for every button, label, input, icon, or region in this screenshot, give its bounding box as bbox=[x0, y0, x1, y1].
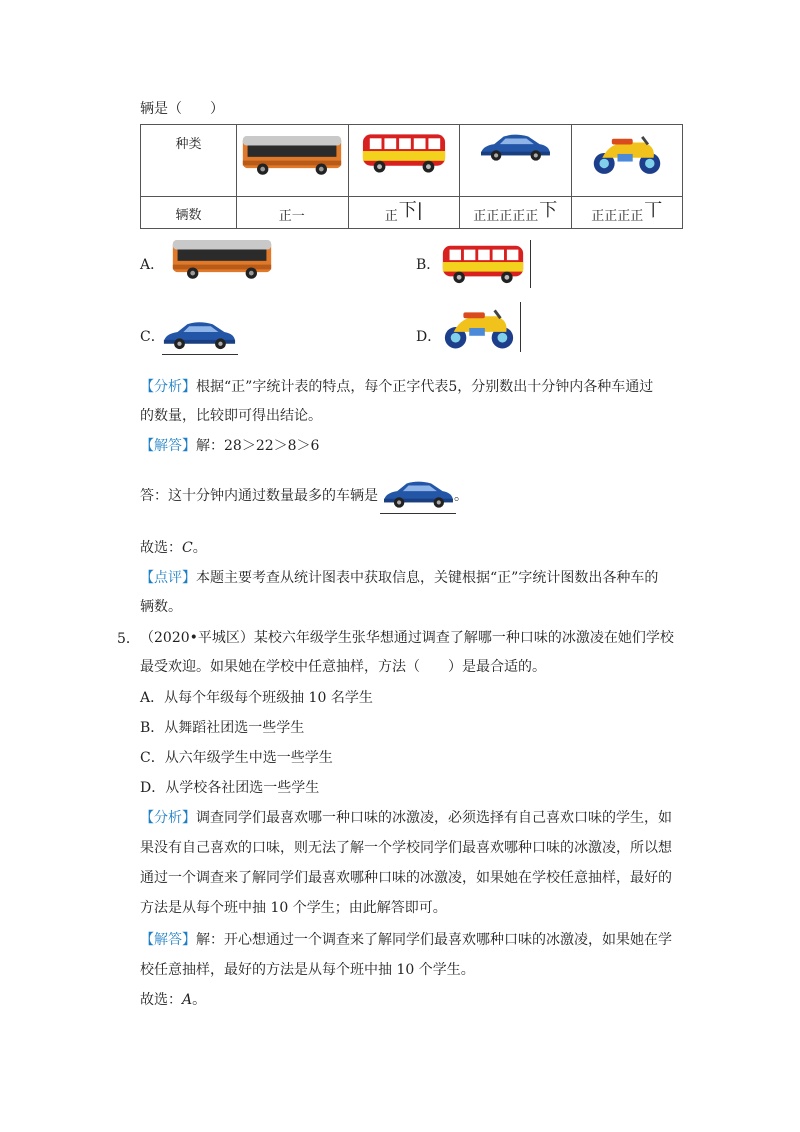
question-text: （2020•平城区）某校六年级学生张华想通过调查了解哪一种口味的冰激凌在她们学校 bbox=[140, 630, 674, 646]
image-border bbox=[530, 240, 531, 288]
tally-strokes: 丅 bbox=[644, 200, 663, 221]
answer-text: 答：这十分钟内通过数量最多的车辆是 bbox=[140, 488, 378, 504]
table-header-count bbox=[141, 197, 237, 229]
image-border bbox=[520, 302, 521, 352]
option-c[interactable]: C．从六年级学生中选一些学生 bbox=[140, 750, 333, 766]
tally-strokes: 下| bbox=[398, 200, 423, 221]
count-cell-4 bbox=[571, 197, 683, 229]
orange-bus-icon bbox=[240, 129, 344, 179]
option-d-label[interactable]: D． bbox=[416, 329, 442, 345]
table-cell-moto bbox=[571, 125, 683, 197]
comment-tag: 【点评】 bbox=[140, 570, 196, 586]
count-cell-3 bbox=[460, 197, 572, 229]
image-underline bbox=[162, 354, 238, 355]
image-underline bbox=[380, 513, 456, 514]
motorcycle-icon bbox=[440, 302, 518, 352]
orange-bus-icon bbox=[170, 232, 274, 284]
choice-end: 。 bbox=[192, 540, 207, 556]
red-yellow-bus-icon bbox=[360, 129, 448, 175]
choice-end: 。 bbox=[192, 992, 207, 1008]
table-cell-car bbox=[460, 125, 572, 197]
motorcycle-icon bbox=[589, 129, 665, 177]
blue-car-icon bbox=[380, 476, 456, 510]
row-label-count: 辆数 bbox=[175, 208, 202, 223]
answer-text: 解：28＞22＞8＞6 bbox=[196, 438, 320, 454]
answer-tag: 【解答】 bbox=[140, 932, 196, 948]
table-header-kind bbox=[141, 125, 237, 197]
red-yellow-bus-icon bbox=[440, 240, 526, 286]
option-a-label[interactable]: A． bbox=[140, 257, 165, 273]
answer-text: 解：开心想通过一个调查来了解同学们最喜欢哪种口味的冰激凌，如果她在学 bbox=[196, 932, 672, 948]
question-text: 最受欢迎。如果她在学校中任意抽样，方法（ ）是最合适的。 bbox=[140, 659, 546, 675]
analysis-text: 根据“正”字统计表的特点，每个正字代表5，分别数出十分钟内各种车通过 bbox=[196, 379, 654, 395]
option-b-label[interactable]: B． bbox=[416, 257, 441, 273]
tally-table bbox=[140, 124, 683, 229]
count-cell-1 bbox=[237, 197, 349, 229]
answer-text: 校任意抽样，最好的方法是从每个班中抽 10 个学生。 bbox=[140, 962, 475, 978]
analysis-tag: 【分析】 bbox=[140, 379, 196, 395]
option-a[interactable]: A．从每个年级每个班级抽 10 名学生 bbox=[140, 690, 373, 706]
table-cell-bus-red bbox=[348, 125, 460, 197]
analysis-text: 的数量，比较即可得出结论。 bbox=[140, 408, 322, 424]
blue-car-icon bbox=[160, 316, 238, 352]
tally-strokes: 下 bbox=[539, 200, 558, 221]
tally-marks: 正正正正 bbox=[591, 209, 644, 224]
option-b[interactable]: B．从舞蹈社团选一些学生 bbox=[140, 720, 305, 736]
table-cell-bus-orange bbox=[237, 125, 349, 197]
comment-text: 本题主要考查从统计图表中获取信息，关键根据“正”字统计图数出各种车的 bbox=[196, 570, 659, 586]
tally-marks: 正一 bbox=[278, 209, 305, 224]
question-tail: 辆是（ ） bbox=[140, 101, 224, 117]
choice-label: 故选： bbox=[140, 992, 182, 1008]
answer-tag: 【解答】 bbox=[140, 438, 196, 454]
analysis-text: 调查同学们最喜欢哪一种口味的冰激凌，必须选择有自己喜欢口味的学生，如 bbox=[196, 810, 672, 826]
analysis-text: 通过一个调查来了解同学们最喜欢哪种口味的冰激凌，如果她在学校任意抽样，最好的 bbox=[140, 870, 672, 886]
analysis-tag: 【分析】 bbox=[140, 810, 196, 826]
tally-marks: 正正正正正 bbox=[473, 209, 539, 224]
analysis-text: 果没有自己喜欢的口味，则无法了解一个学校同学们最喜欢哪种口味的冰激凌，所以想 bbox=[140, 840, 672, 856]
choice-label: 故选： bbox=[140, 540, 182, 556]
count-cell-2 bbox=[348, 197, 460, 229]
choice-letter: A bbox=[182, 992, 193, 1008]
row-label-kind: 种类 bbox=[175, 137, 202, 152]
analysis-text: 方法是从每个班中抽 10 个学生；由此解答即可。 bbox=[140, 900, 447, 916]
question-number: 5． bbox=[117, 631, 140, 647]
comment-text: 辆数。 bbox=[140, 599, 182, 615]
option-c-label[interactable]: C． bbox=[140, 329, 165, 345]
answer-text-end: 。 bbox=[454, 488, 468, 504]
blue-car-icon bbox=[477, 129, 553, 163]
choice-letter: C bbox=[182, 540, 193, 556]
option-d[interactable]: D．从学校各社团选一些学生 bbox=[140, 780, 320, 796]
tally-marks: 正 bbox=[384, 209, 398, 224]
